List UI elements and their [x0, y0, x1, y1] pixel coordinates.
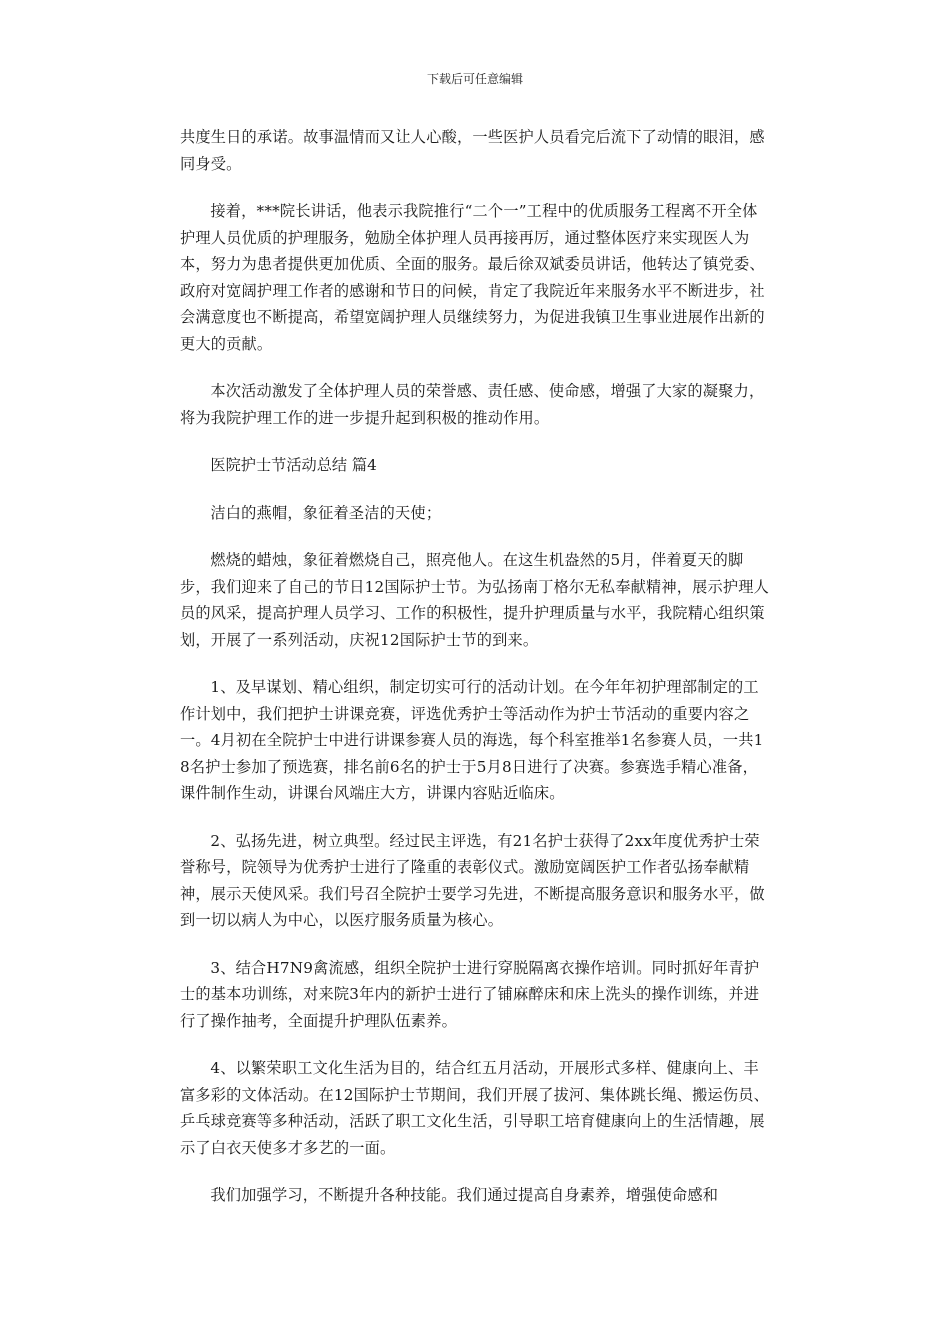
paragraph: 1、及早谋划、精心组织，制定切实可行的活动计划。在今年年初护理部制定的工作计划中，我们把护士讲课竞赛，评选优秀护士等活动作为护士节活动的重要内容之一。4月初在全院护士中进行讲课参赛人员的海选，每个科室推举1名参赛人员，一共18名护士参加了预选赛，排名前6名的护士于5月8日进行了决赛。参赛选手精心准备，课件制作生动，讲课台风端庄大方，讲课内容贴近临床。 — [180, 678, 764, 802]
paragraph: 2、弘扬先进，树立典型。经过民主评选，有21名护士获得了2xx年度优秀护士荣誉称号，院领导为优秀护士进行了隆重的表彰仪式。激励宽阔医护工作者弘扬奉献精神，展示天使风采。我们号召全院护士要学习先进，不断提高服务意识和服务水平，做到一切以病人为中心，以医疗服务质量为核心。 — [180, 831, 765, 929]
section-title: 医院护士节活动总结 篇4 — [210, 456, 377, 474]
document-body — [180, 124, 772, 1230]
paragraph: 洁白的燕帽，象征着圣洁的天使； — [210, 503, 442, 522]
header-note: 下载后可任意编辑 — [426, 72, 523, 86]
paragraph: 燃烧的蜡烛，象征着燃烧自己，照亮他人。在这生机盎然的5月，伴着夏天的脚步，我们迎来了自己的节日12国际护士节。为弘扬南丁格尔无私奉献精神，展示护理人员的风采，提高护理人员学习、工作的积极性，提升护理质量与水平，我院精心组织策划，开展了一系列活动，庆祝12国际护士节的到来。 — [180, 551, 770, 649]
paragraph: 接着，***院长讲话，他表示我院推行“二个一”工程中的优质服务工程离不开全体护理人员优质的护理服务，勉励全体护理人员再接再厉，通过整体医疗来实现医人为本，努力为患者提供更加优质、全面的服务。最后徐双斌委员讲话，他转达了镇党委、政府对宽阔护理工作者的感谢和节日的问候，肯定了我院近年来服务水平不断进步，社会满意度也不断提高，希望宽阔护理人员继续努力，为促进我镇卫生事业进展作出新的更大的贡献。 — [180, 202, 765, 353]
paragraph: 我们加强学习，不断提升各种技能。我们通过提高自身素养，增强使命感和 — [210, 1186, 719, 1204]
paragraph: 本次活动激发了全体护理人员的荣誉感、责任感、使命感，增强了大家的凝聚力，将为我院护理工作的进一步提升起到积极的推动作用。 — [180, 382, 765, 427]
paragraph: 共度生日的承诺。故事温情而又让人心酸，一些医护人员看完后流下了动情的眼泪，感同身受。 — [180, 128, 765, 173]
paragraph: 4、以繁荣职工文化生活为目的，结合红五月活动，开展形式多样、健康向上、丰富多彩的文体活动。在12国际护士节期间，我们开展了拔河、集体跳长绳、搬运伤员、乒乓球竞赛等多种活动，活跃了职工文化生活，引导职工培育健康向上的生活情趣，展示了白衣天使多才多艺的一面。 — [180, 1059, 770, 1157]
paragraph: 3、结合H7N9禽流感，组织全院护士进行穿脱隔离衣操作培训。同时抓好年青护士的基本功训练，对来院3年内的新护士进行了铺麻醉床和床上洗头的操作训练，并进行了操作抽考，全面提升护理队伍素养。 — [180, 958, 760, 1030]
